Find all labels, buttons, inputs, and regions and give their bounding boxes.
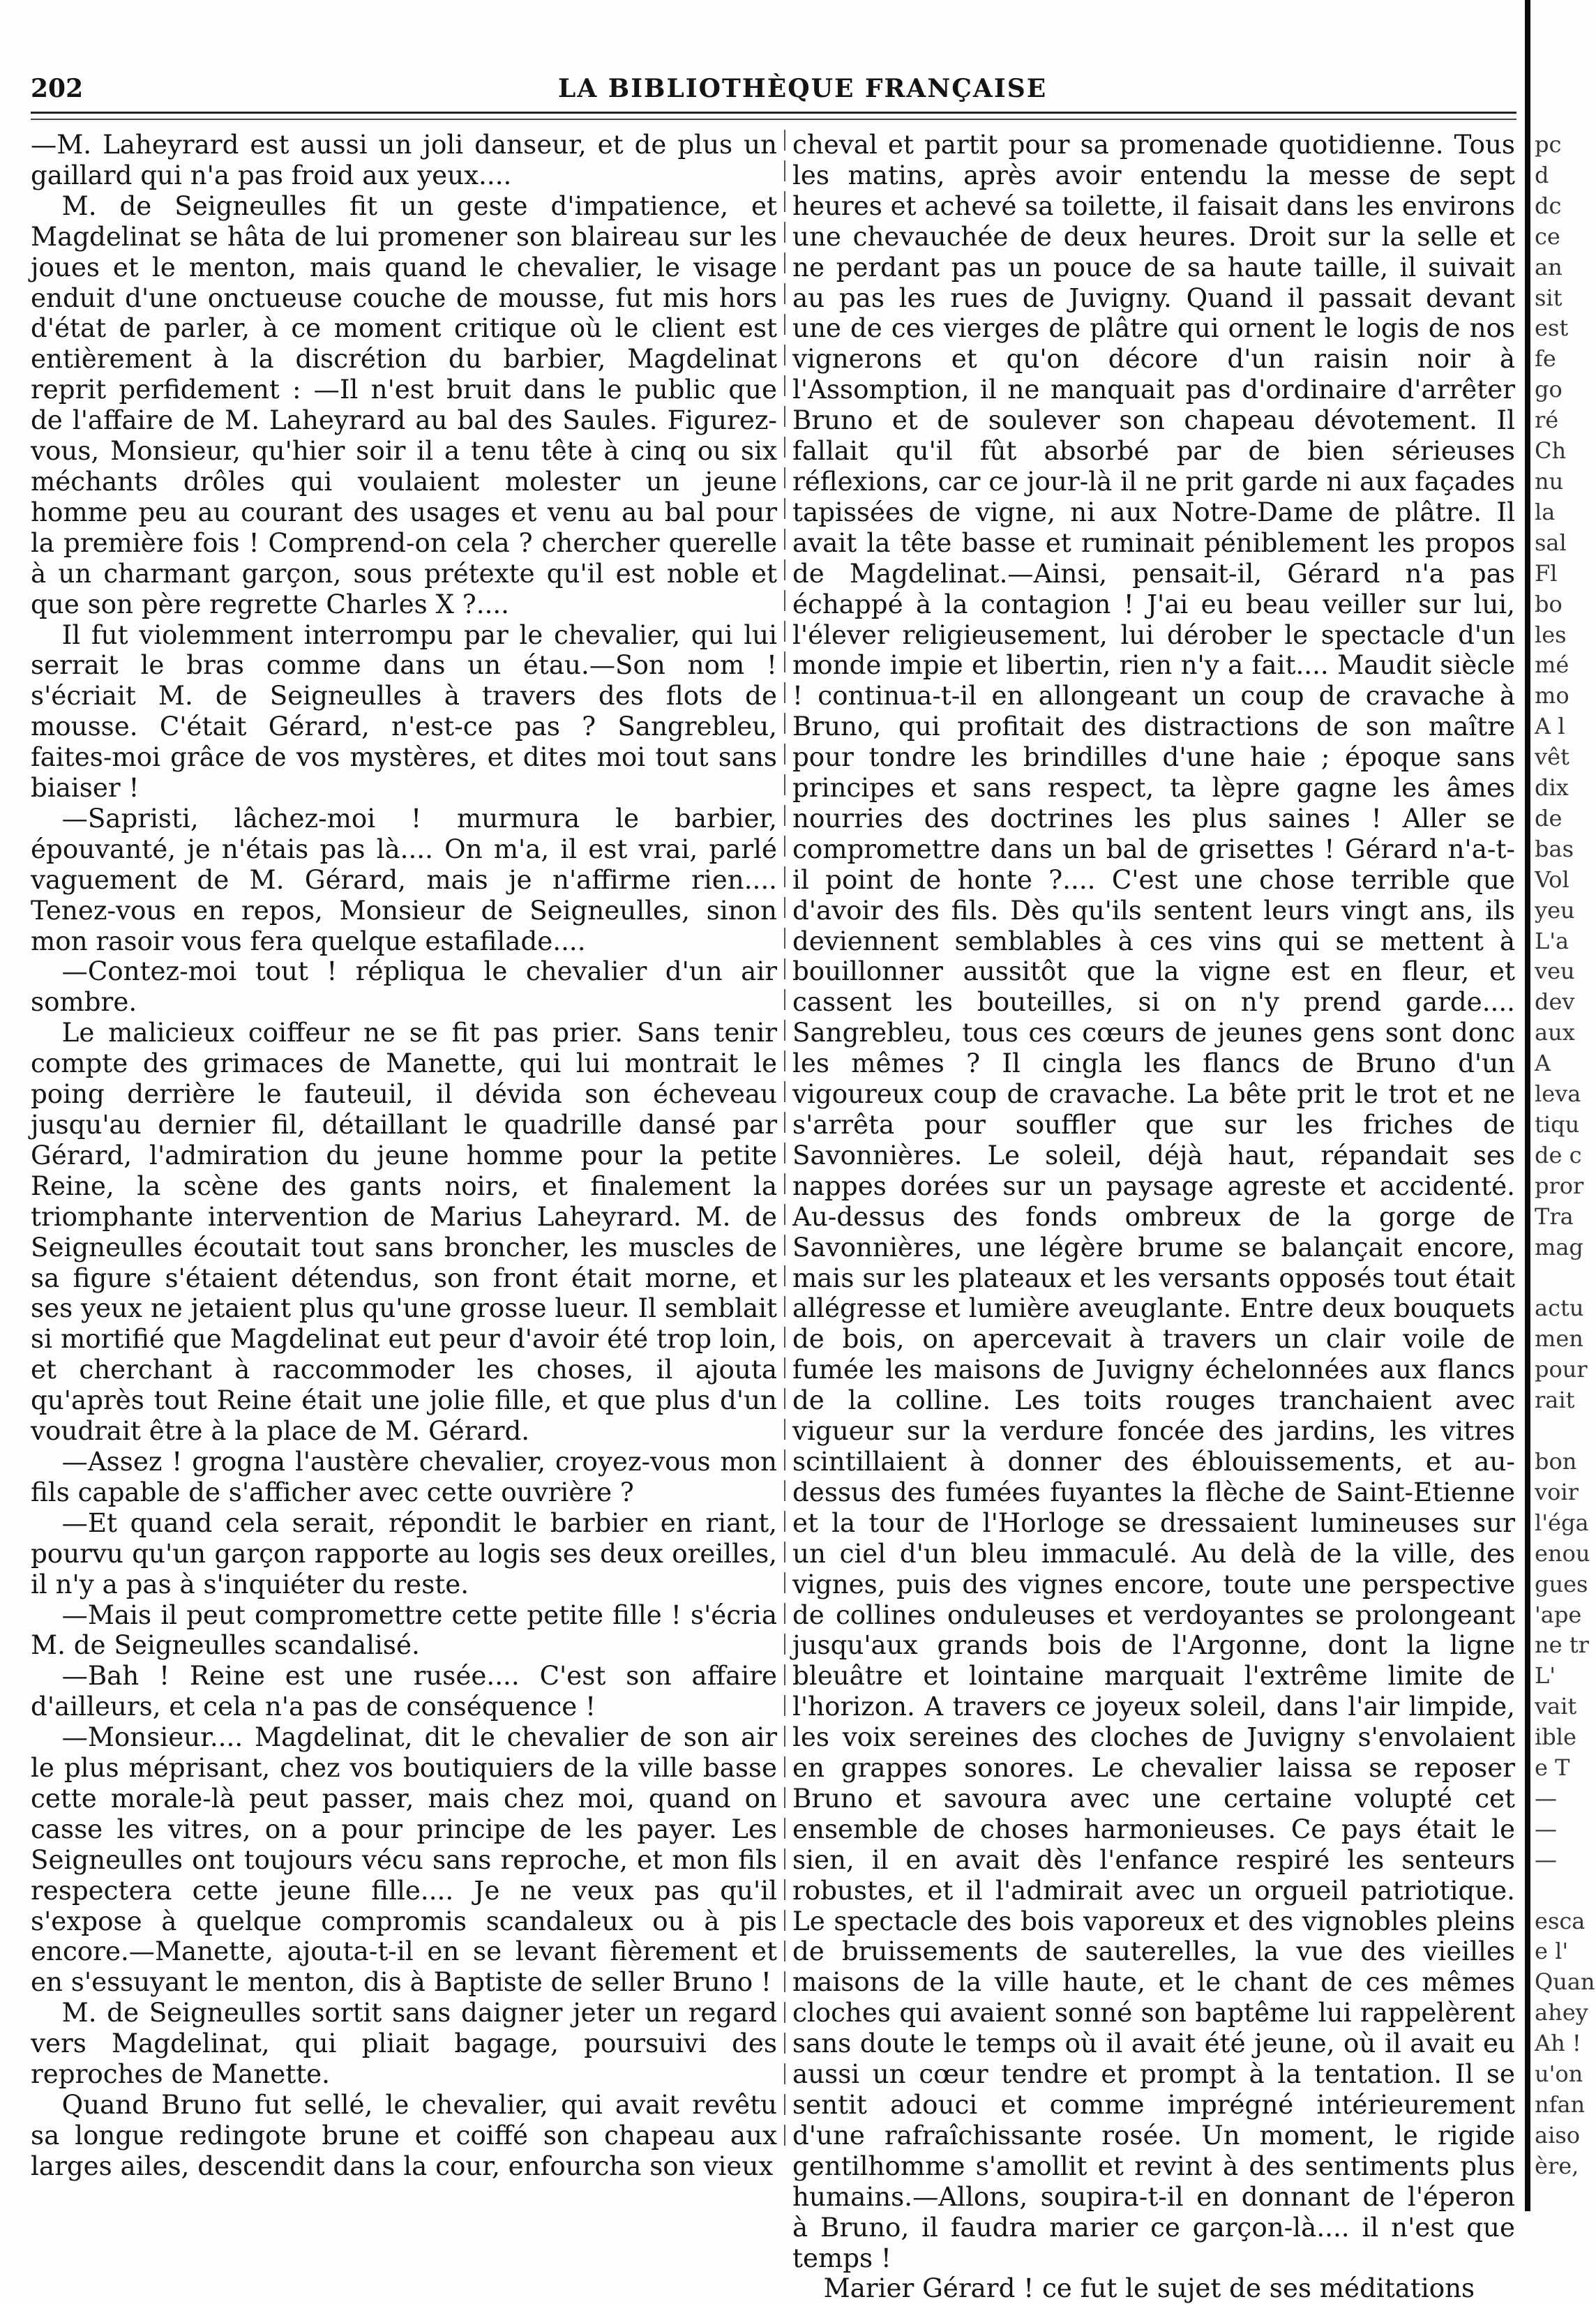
paragraph: —M. Laheyrard est aussi un joli danseur, et de plus un gaillard qui n'a pas froid aux yeux.... xyxy=(31,129,777,190)
right-column xyxy=(792,130,1515,2304)
paragraph: M. de Seigneulles sortit sans daigner jeter un regard vers Magdelinat, qui pliait bagage, poursuivi des reproches de Manette. xyxy=(31,1997,777,2090)
paragraph: —Mais il peut compromettre cette petite fille ! s'écria M. de Seigneulles scandalisé. xyxy=(31,1599,777,1661)
left-column xyxy=(31,130,777,2182)
paragraph: M. de Seigneulles fit un geste d'impatience, et Magdelinat se hâta de lui promener son blaireau sur les joues et le menton, mais quand le chevalier, le visage enduit d'une onctueuse couche de mousse, fut mis hors d'état de parler, à ce moment critique où le client est entièrement à la discrétion du barbier, Magdelinat reprit perfidement : —Il n'est bruit dans le public que de l'affaire de M. Laheyrard au bal des Saules. Figurez-vous, Monsieur, qu'hier soir il a tenu tête à cinq ou six méchants drôles qui voulaient molester un jeune homme peu au courant des usages et venu au bal pour la première fois ! Comprend-on cela ? chercher querelle à un charmant garçon, sous prétexte qu'il est noble et que son père regrette Charles X ?.... xyxy=(31,190,777,619)
paragraph: Quand Bruno fut sellé, le chevalier, qui avait revêtu sa longue redingote brune et coiffé son chapeau aux larges ailes, descendit dans la cour, enfourcha son vieux xyxy=(31,2089,777,2181)
running-title: LA BIBLIOTHÈQUE FRANÇAISE xyxy=(558,74,1048,103)
paragraph: —Et quand cela serait, répondit le barbier en riant, pourvu qu'un garçon rapporte au logis ses deux oreilles, il n'y a pas à s'inquiéter du reste. xyxy=(31,1507,777,1599)
paragraph: Il fut violemment interrompu par le chevalier, qui lui serrait le bras comme dans un étau.—Son nom ! s'écriait M. de Seigneulles à travers des flots de mousse. C'était Gérard, n'est-ce pas ? Sangrebleu, faites-moi grâce de vos mystères, et dites moi tout sans biaiser ! xyxy=(31,619,777,804)
column-separator xyxy=(784,130,785,2153)
page-edge-shadow xyxy=(1525,0,1530,2211)
paragraph: Le malicieux coiffeur ne se fit pas prier. Sans tenir compte des grimaces de Manette, qui lui montrait le poing derrière le fauteuil, il dévida son écheveau jusqu'au dernier fil, détaillant le quadrille dansé par Gérard, l'admiration du jeune homme pour la petite Reine, la scène des gants noirs, et finalement la triomphante intervention de Marius Laheyrard. M. de Seigneulles écoutait tout sans broncher, les muscles de sa figure s'étaient détendus, son front était morne, et ses yeux ne jetaient plus qu'une grosse lueur. Il semblait si mortifié que Magdelinat eut peur d'avoir été trop loin, et cherchant à raccommoder les choses, il ajouta qu'après tout Reine était une jolie fille, et que plus d'un voudrait être à la place de M. Gérard. xyxy=(31,1017,777,1447)
header-rule-double xyxy=(31,119,1516,120)
paragraph: —Sapristi, lâchez-moi ! murmura le barbier, épouvanté, je n'étais pas là.... On m'a, il est vrai, parlé vaguement de M. Gérard, mais je n'affirme rien.... Tenez-vous en repos, Monsieur de Seigneulles, sinon mon rasoir vous fera quelque estafilade.... xyxy=(31,802,777,956)
adjacent-page-fragment: pc d dc ce an sit est fe go ré Ch nu la sal Fl bo les mé mo A l vêt dix de bas Vol yeu L'a veu dev aux A leva tiqu de c pror Tra mag actu men pour rait bon voir l'éga enou gues 'ape ne tr L' vait ible e T — — — esca e l' Quan ahey Ah ! u'on nfan aiso ère, xyxy=(1535,131,1595,2179)
paragraph: Marier Gérard ! ce fut le sujet de ses méditations xyxy=(823,2273,1475,2304)
page-number: 202 xyxy=(31,74,84,103)
paragraph: —Assez ! grogna l'austère chevalier, croyez-vous mon fils capable de s'afficher avec cette ouvrière ? xyxy=(31,1445,777,1507)
header-rule xyxy=(31,112,1516,114)
paragraph: —Contez-moi tout ! répliqua le chevalier d'un air sombre. xyxy=(31,956,777,1018)
paragraph: —Monsieur.... Magdelinat, dit le chevalier de son air le plus méprisant, chez vos boutiquiers de la ville basse cette morale-là peut passer, mais chez moi, quand on casse les vitres, on a pour principe de les payer. Les Seigneulles ont toujours vécu sans reproche, et mon fils respectera cette jeune fille.... Je ne veux pas qu'il s'expose à quelque compromis scandaleux ou à pis encore.—Manette, ajouta-t-il en se levant fièrement et en s'essuyant le menton, dis à Baptiste de seller Bruno ! xyxy=(31,1722,777,1998)
paragraph: cheval et partit pour sa promenade quotidienne. Tous les matins, après avoir entendu la messe de sept heures et achevé sa toilette, il faisait dans les environs une chevauchée de deux heures. Droit sur la selle et ne perdant pas un pouce de sa haute taille, il suivait au pas les rues de Juvigny. Quand il passait devant une de ces vierges de plâtre qui ornent le logis de nos vignerons et qu'on décore d'un raisin noir à l'Assomption, il ne manquait pas d'ordinaire d'arrêter Bruno et de soulever son chapeau dévotement. Il fallait qu'il fût absorbé par de bien sérieuses réflexions, car ce jour-là il ne prit garde ni aux façades tapissées de vigne, ni aux Notre-Dame de plâtre. Il avait la tête basse et ruminait péniblement les propos de Magdelinat.—Ainsi, pensait-il, Gérard n'a pas échappé à la contagion ! J'ai eu beau veiller sur lui, l'élever religieusement, lui dérober le spectacle d'un monde impie et libertin, rien n'y a fait.... Maudit siècle ! continua-t-il en allongeant un coup de cravache à Bruno, qui profitait des distractions de son maître pour tondre les brindilles d'une haie ; époque sans principes et sans respect, ta lèpre gagne les âmes nourries des doctrines les plus saines ! Aller se compromettre dans un bal de grisettes ! Gérard n'a-t-il point de honte ?.... C'est une chose terrible que d'avoir des fils. Dès qu'ils sentent leurs vingt ans, ils deviennent semblables à ces vins qui se mettent à bouillonner aussitôt que la vigne est en fleur, et cassent les bouteilles, si on n'y prend garde.... Sangrebleu, tous ces cœurs de jeunes gens sont donc les mêmes ? Il cingla les flancs de Bruno d'un vigoureux coup de cravache. La bête prit le trot et ne s'arrêta pour souffler que sur les friches de Savonnières. Le soleil, déjà haut, répandait ses nappes dorées sur un paysage agreste et accidenté. Au-dessus des fonds ombreux de la gorge de Savonnières, une légère brume se balançait encore, mais sur les plateaux et les versants opposés tout était allégresse et lumière aveuglante. Entre deux bouquets de bois, on apercevait à travers un clair voile de fumée les maisons de Juvigny échelonnées aux flancs de la colline. Les toits rouges tranchaient avec vigueur sur la verdure foncée des jardins, les vitres scintillaient à donner des éblouissements, et au-dessus des fumées fuyantes la flèche de Saint-Etienne et la tour de l'Horloge se dressaient lumineuses sur un ciel d'un bleu immaculé. Au delà de la ville, des vignes, puis des vignes encore, toute une perspective de collines onduleuses et verdoyantes se prolongeant jusqu'aux grands bois de l'Argonne, dont la ligne bleuâtre et lointaine marquait l'extrême limite de l'horizon. A travers ce joyeux soleil, dans l'air limpide, les voix sereines des cloches de Juvigny s'envolaient en grappes sonores. Le chevalier laissa se reposer Bruno et savoura avec une certaine volupté cet ensemble de choses harmonieuses. Ce pays était le sien, il en avait dès l'enfance respiré les senteurs robustes, et il l'admirait avec un orgueil patriotique. Le spectacle des bois vaporeux et des vignobles pleins de bruissements de sauterelles, la vue des vieilles maisons de la ville haute, et le chant de ces mêmes cloches qui avaient sonné son baptême lui rappelèrent sans doute le temps où il avait été jeune, où il avait eu aussi un cœur tendre et prompt à la tentation. Il se sentit adouci et comme imprégné intérieurement d'une rafraîchissante rosée. Un moment, le rigide gentilhomme s'amollit et revint à des sentiments plus humains.—Allons, soupira-t-il en donnant de l'éperon à Bruno, il faudra marier ce garçon-là.... il n'est que temps ! xyxy=(792,129,1515,2273)
paragraph: —Bah ! Reine est une rusée.... C'est son affaire d'ailleurs, et cela n'a pas de conséquence ! xyxy=(31,1660,777,1722)
